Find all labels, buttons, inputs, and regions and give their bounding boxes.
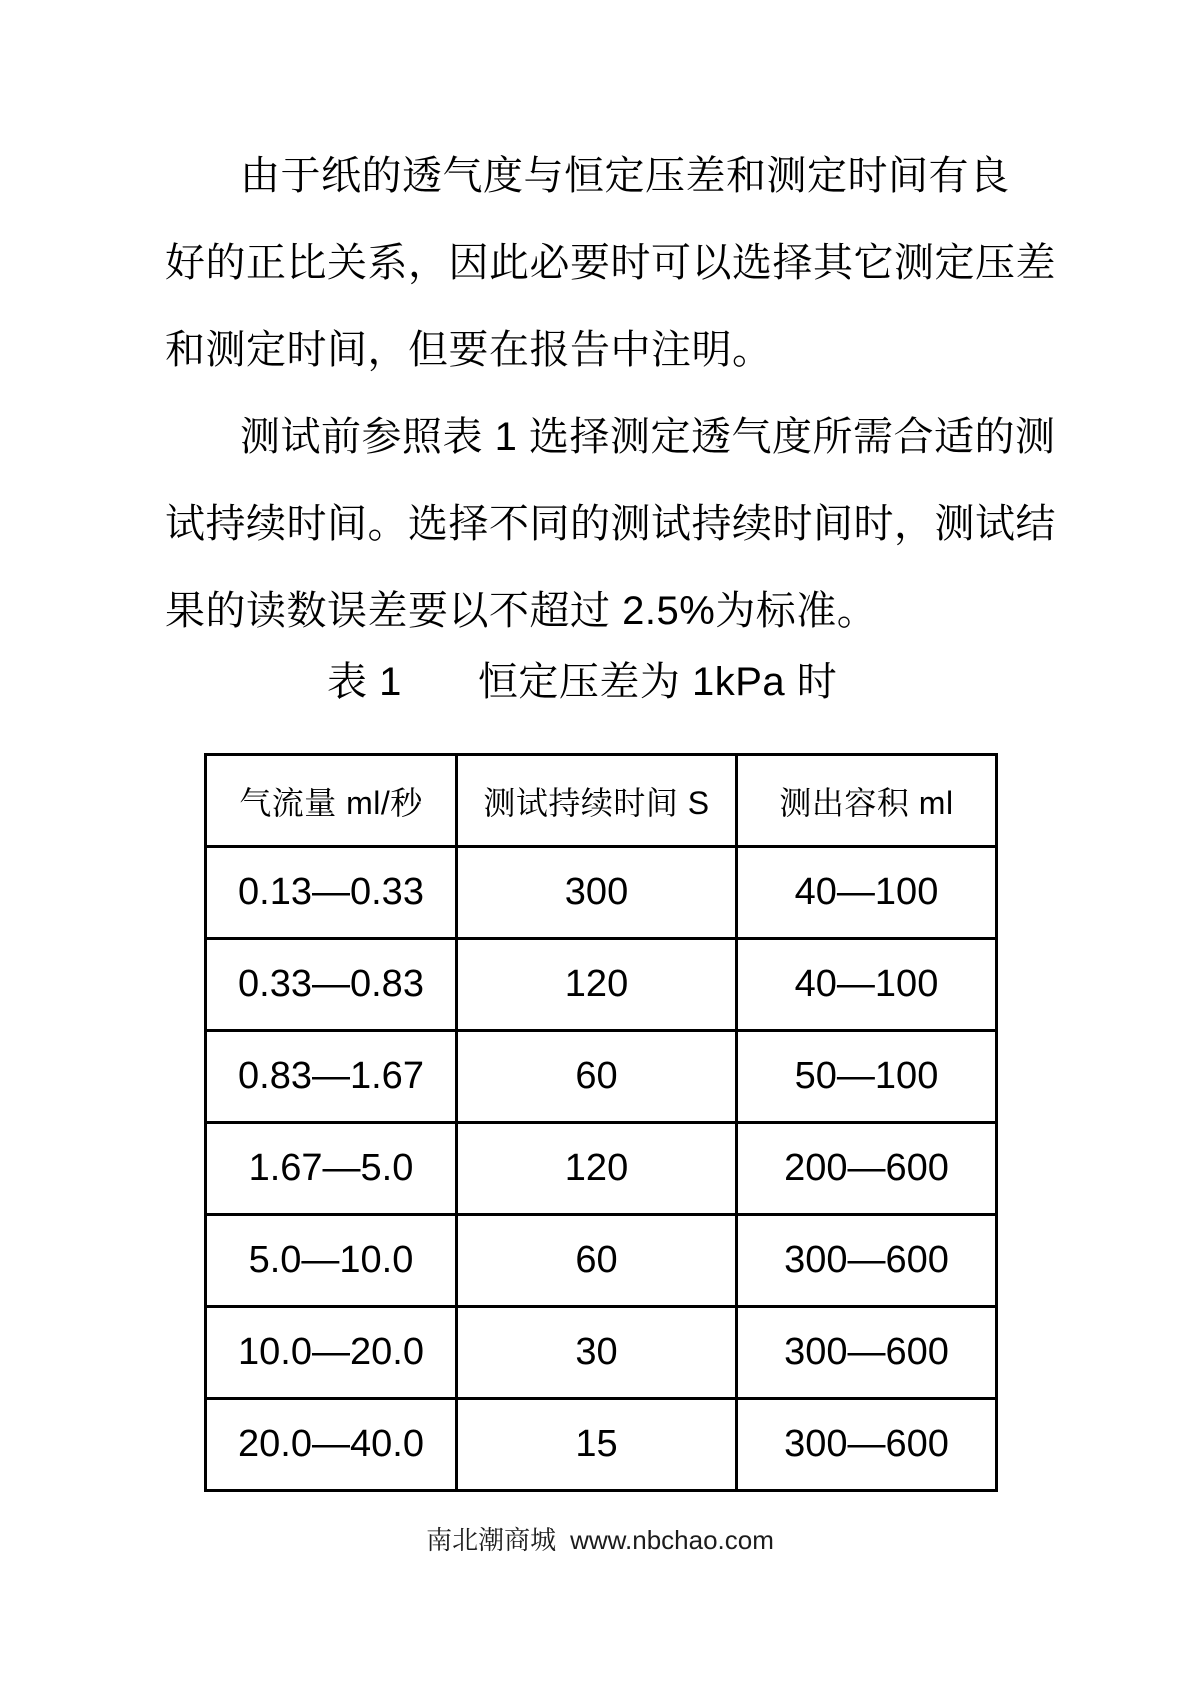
table-cell: 60 xyxy=(457,1031,737,1123)
footer-site-url: www.nbchao.com xyxy=(570,1525,774,1555)
table-caption xyxy=(327,648,837,708)
table-cell: 120 xyxy=(457,1123,737,1215)
footer-site-name: 南北潮商城 xyxy=(426,1525,557,1555)
paragraph-line: 试持续时间。选择不同的测试持续时间时，测试结 xyxy=(165,502,1056,546)
table-cell: 300—600 xyxy=(737,1399,997,1491)
table-row xyxy=(206,847,997,939)
table-row xyxy=(206,1123,997,1215)
table-row xyxy=(206,1307,997,1399)
column-header-volume: 测出容积 ml xyxy=(737,755,997,847)
table-cell: 60 xyxy=(457,1215,737,1307)
table-row xyxy=(206,939,997,1031)
table-caption-number: 表 1 xyxy=(327,659,402,704)
table-row xyxy=(206,1399,997,1491)
table-cell: 40—100 xyxy=(737,847,997,939)
paragraph-line: 果的读数误差要以不超过 2.5%为标准。 xyxy=(165,589,878,633)
paragraph-line: 由于纸的透气度与恒定压差和测定时间有良 xyxy=(240,154,1010,198)
table-cell: 200—600 xyxy=(737,1123,997,1215)
table-cell: 120 xyxy=(457,939,737,1031)
table-cell: 300 xyxy=(457,847,737,939)
table-cell: 15 xyxy=(457,1399,737,1491)
paragraph-line: 好的正比关系，因此必要时可以选择其它测定压差 xyxy=(165,241,1056,285)
table-cell: 0.83—1.67 xyxy=(206,1031,457,1123)
page-footer xyxy=(0,1522,1200,1558)
table-cell: 30 xyxy=(457,1307,737,1399)
paragraph-line: 测试前参照表 1 选择测定透气度所需合适的测 xyxy=(240,415,1056,459)
table-cell: 10.0—20.0 xyxy=(206,1307,457,1399)
table-cell: 0.33—0.83 xyxy=(206,939,457,1031)
paragraph-line: 和测定时间，但要在报告中注明。 xyxy=(165,328,773,372)
table-row xyxy=(206,1215,997,1307)
table-cell: 300—600 xyxy=(737,1215,997,1307)
column-header-airflow: 气流量 ml/秒 xyxy=(206,755,457,847)
table-cell: 40—100 xyxy=(737,939,997,1031)
table-header-row xyxy=(206,755,997,847)
permeability-test-table xyxy=(204,753,998,1492)
table-row xyxy=(206,1031,997,1123)
body-text xyxy=(165,133,1065,655)
table-cell: 0.13—0.33 xyxy=(206,847,457,939)
table-cell: 20.0—40.0 xyxy=(206,1399,457,1491)
column-header-duration: 测试持续时间 S xyxy=(457,755,737,847)
table-cell: 1.67—5.0 xyxy=(206,1123,457,1215)
table-cell: 5.0—10.0 xyxy=(206,1215,457,1307)
table-cell: 300—600 xyxy=(737,1307,997,1399)
table-cell: 50—100 xyxy=(737,1031,997,1123)
table-caption-title: 恒定压差为 1kPa 时 xyxy=(477,659,838,704)
